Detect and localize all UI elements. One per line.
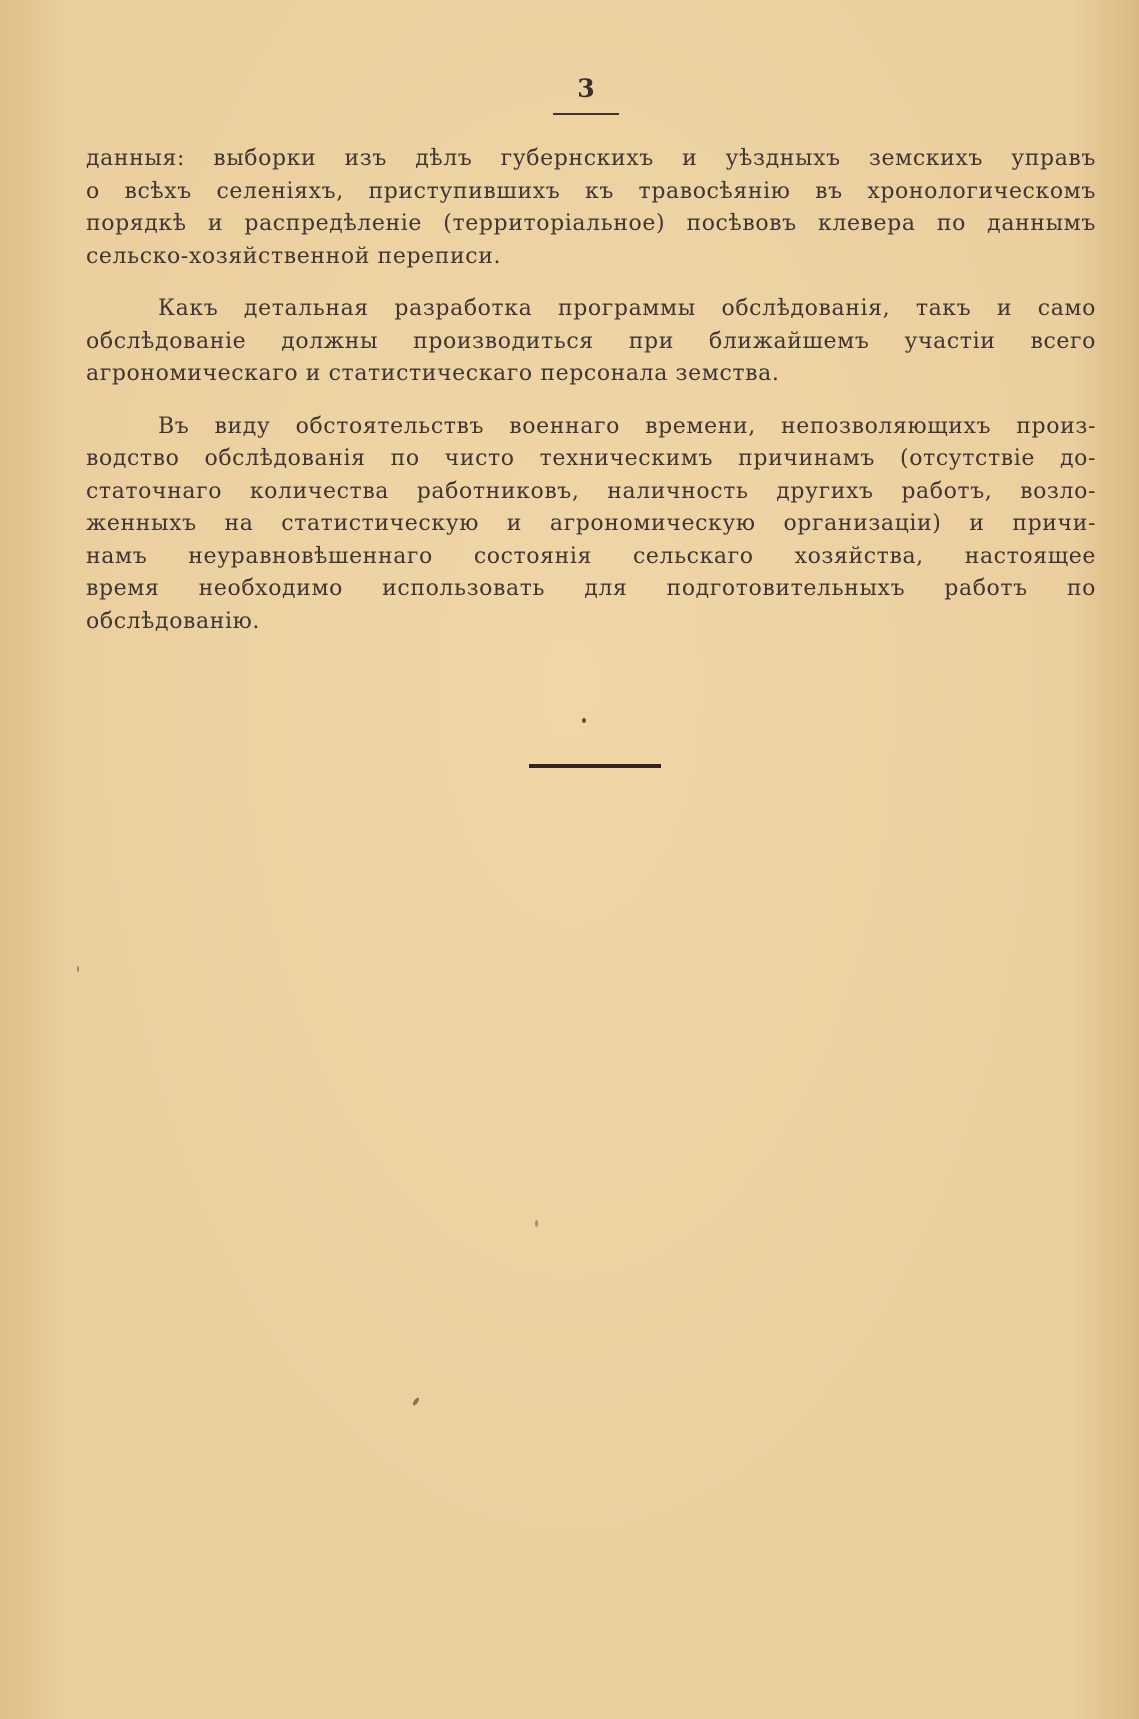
paper-speck (412, 1397, 420, 1407)
paragraph-2-line-2: обслѣдованіе должны производиться при ближайшемъ участіи всего (86, 328, 1096, 354)
paragraph-1-line-4: сельско-хозяйственной переписи. (86, 243, 502, 269)
paragraph-3-line-1: Въ виду обстоятельствъ военнаго времени, непозволяющихъ произ- (158, 413, 1096, 439)
paragraph-3-line-7: обслѣдованію. (86, 608, 260, 634)
paragraph-2-line-1: Какъ детальная разработка программы обслѣдованія, такъ и само (158, 296, 1096, 321)
paragraph-3-line-4: женныхъ на статистическую и агрономическую организаціи) и причи- (86, 511, 1096, 536)
paper-speck (77, 966, 79, 972)
paragraph-gap (86, 273, 1096, 293)
paper-speck (535, 1220, 538, 1227)
paragraph-2-line-3: агрономическаго и статистическаго персонала земства. (86, 361, 780, 386)
page-number: 3 (577, 74, 595, 103)
paragraph-3-line-6: время необходимо использовать для подготовительныхъ работъ по (86, 576, 1096, 601)
section-end-rule (529, 764, 661, 768)
paragraph-gap (86, 391, 1096, 411)
paragraph-3-line-5: намъ неуравновѣшеннаго состоянія сельскаго хозяйства, настоящее (86, 543, 1096, 569)
page-number-underline (553, 113, 619, 115)
paragraph-1-line-1: данныя: выборки изъ дѣлъ губернскихъ и уѣздныхъ земскихъ управъ (86, 146, 1096, 171)
paragraph-3-line-2: водство обслѣдованія по чисто техническимъ причинамъ (отсутствіе до- (86, 446, 1096, 471)
paragraph-3-line-3: статочнаго количества работниковъ, наличность другихъ работъ, возло- (86, 478, 1096, 504)
body-text (86, 143, 1096, 638)
paragraph-1-line-2: о всѣхъ селеніяхъ, приступившихъ къ травосѣянію въ хронологическомъ (86, 178, 1096, 204)
paper-speck (582, 718, 586, 723)
paragraph-1-line-3: порядкѣ и распредѣленіе (территоріальное) посѣвовъ клевера по даннымъ (86, 211, 1096, 236)
